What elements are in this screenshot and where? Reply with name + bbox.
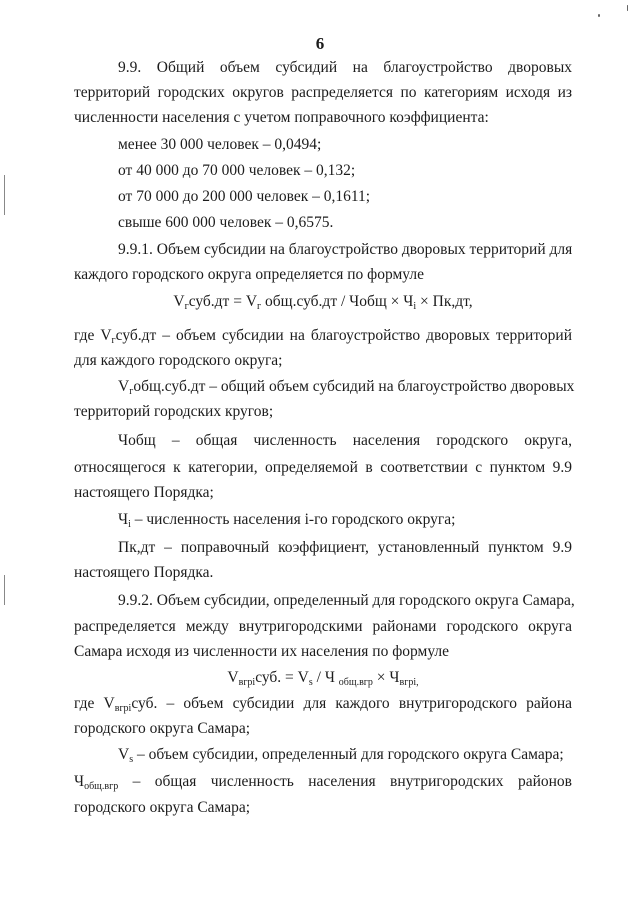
scan-margin-mark [4,175,5,215]
para-9-9-2-line-3: Самара исходя из численности их населения по формуле [74,643,450,660]
formula-2: Vвгрiсуб. = Vs / Ч общ.вгр × Чвгрi, [227,669,419,688]
def-pk-line-2: настоящего Порядка. [74,564,214,581]
def-vg-line-1: где Vгсуб.дт – объем субсидии на благоустройство дворовых территорий [74,327,572,346]
formula-1: Vгсуб.дт = Vг общ.суб.дт / Чобщ × Чi × Пк,дт, [173,293,473,312]
def-vg-total-line-2: территорий городских кругов; [74,403,274,420]
def-vs: Vs – объем субсидии, определенный для городского округа Самара; [118,746,564,765]
page-number: 6 [315,34,325,53]
para-9-9-2-line-2: распределяется между внутригородскими районами городского округа [74,618,572,635]
def-vg-line-2: для каждого городского округа; [74,352,283,369]
scan-margin-mark [4,575,5,605]
def-vvgr-line-2: городского округа Самара; [74,720,251,737]
category-item-3: от 70 000 до 200 000 человек – 0,1611; [118,188,371,205]
def-pk-line-1: Пк,дт – поправочный коэффициент, установленный пунктом 9.9 [118,539,572,556]
para-9-9-line-2: территорий городских округов распределяется по категориям исходя из [74,84,572,101]
para-9-9-2-line-1: 9.9.2. Объем субсидии, определенный для городского округа Самара, [118,592,575,609]
def-chobsch-line-3: настоящего Порядка; [74,484,214,501]
def-chobsch-line-1: Чобщ – общая численность населения городского округа, [118,432,572,449]
def-chi: Чi – численность населения i-го городского округа; [118,511,456,530]
category-item-1: менее 30 000 человек – 0,0494; [118,136,322,153]
category-item-2: от 40 000 до 70 000 человек – 0,132; [118,162,356,179]
def-ch-obsch-vgr-line-2: городского округа Самара; [74,799,251,816]
para-9-9-line-1: 9.9. Общий объем субсидий на благоустройство дворовых [118,59,572,76]
para-9-9-1-line-1: 9.9.1. Объем субсидии на благоустройство дворовых территорий для [118,241,573,258]
para-9-9-line-3: численности населения с учетом поправочного коэффициента: [74,109,489,126]
def-ch-obsch-vgr-line-1: Чобщ.вгр – общая численность населения внутригородских районов [74,773,572,792]
scan-speck [598,14,600,17]
def-vvgr-line-1: где Vвгрiсуб. – объем субсидии для каждого внутригородского района [74,695,573,714]
def-chobsch-line-2: относящегося к категории, определяемой в соответствии с пунктом 9.9 [74,459,572,476]
def-vg-total-line-1: Vгобщ.суб.дт – общий объем субсидий на благоустройство дворовых [118,378,575,397]
scan-speck [627,5,628,11]
category-item-4: свыше 600 000 человек – 0,6575. [118,214,334,231]
para-9-9-1-line-2: каждого городского округа определяется по формуле [74,266,424,283]
